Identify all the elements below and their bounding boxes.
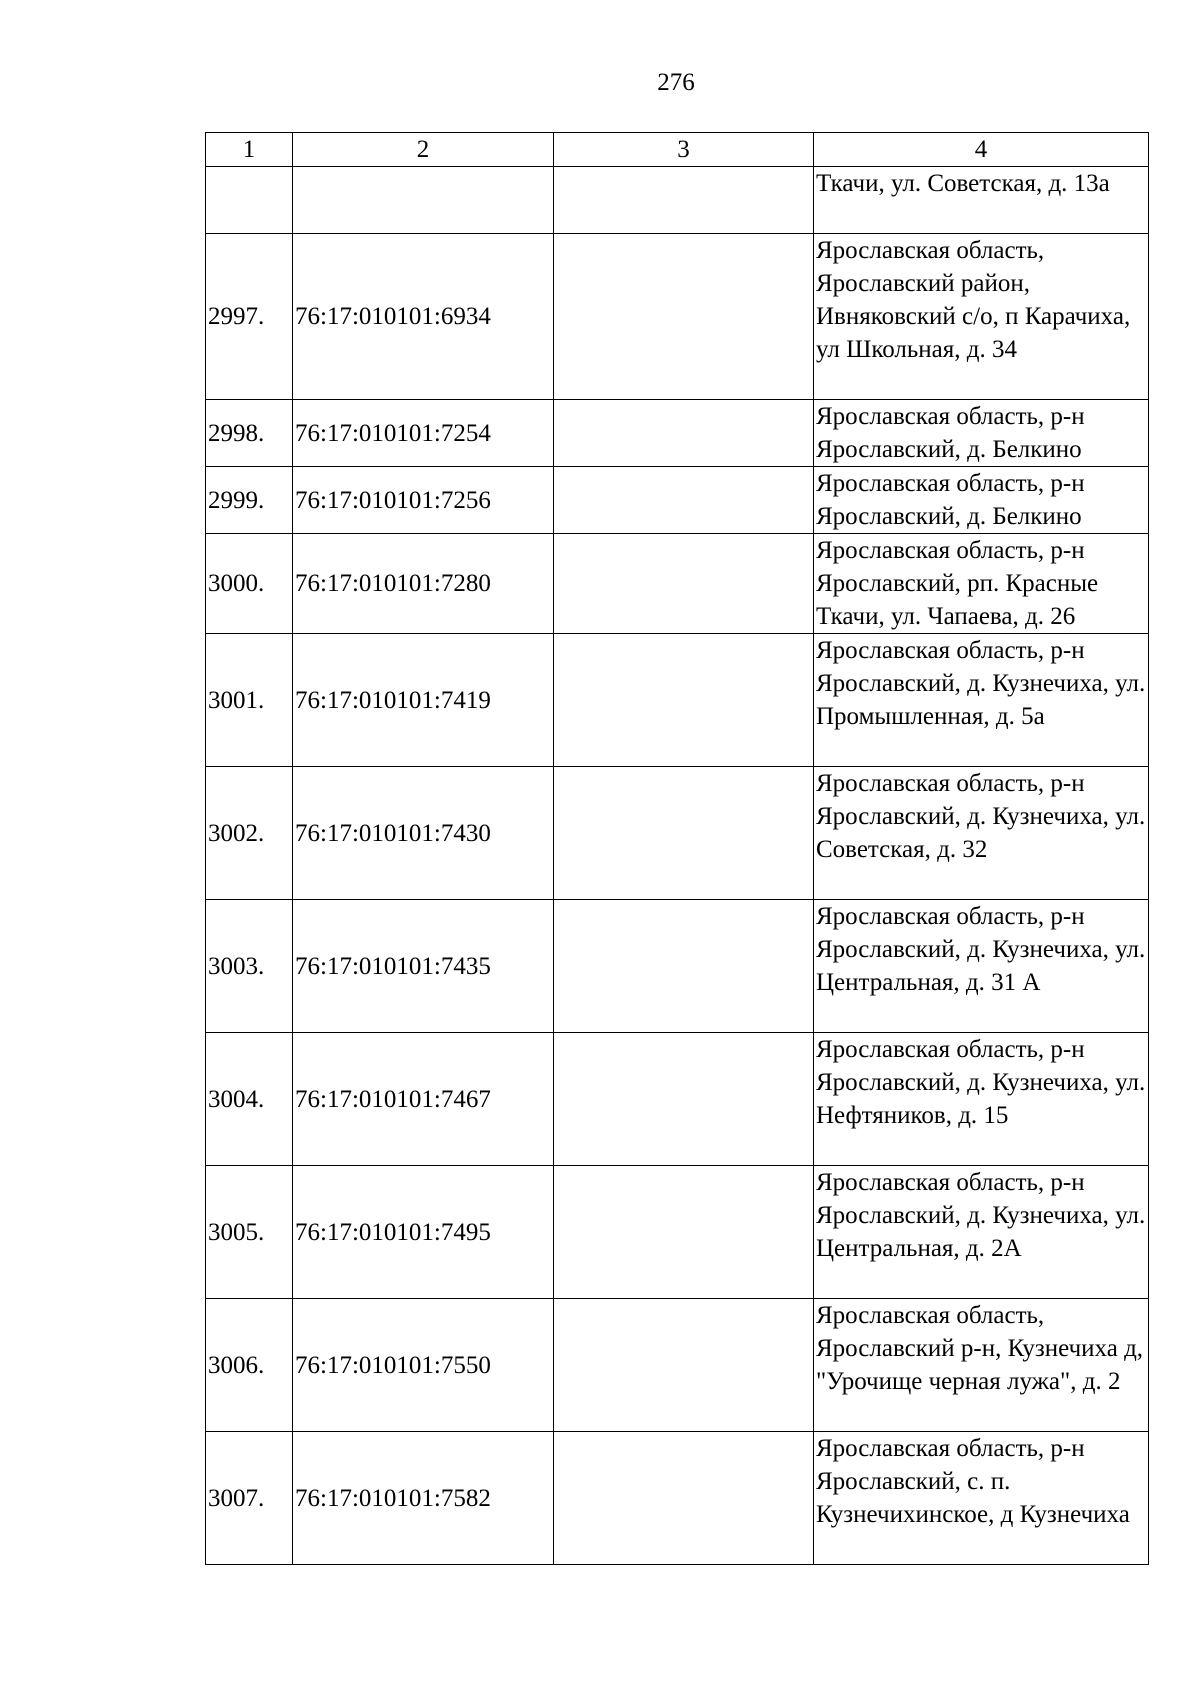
row-number: 3003. (206, 900, 293, 1033)
column-3-cell (554, 400, 814, 467)
row-number: 2998. (206, 400, 293, 467)
table-row (206, 1166, 1149, 1299)
row-number: 3007. (206, 1432, 293, 1565)
table-row (206, 534, 1149, 634)
address-cell: Ярославская область, р-н Ярославский, д. Кузнечиха, ул. Центральная, д. 31 А (814, 900, 1149, 1033)
cadastral-number: 76:17:010101:7256 (293, 467, 554, 534)
column-3-cell (554, 234, 814, 400)
column-3-cell (554, 1432, 814, 1565)
page-number: 276 (657, 69, 695, 96)
column-3-cell (554, 900, 814, 1033)
address-cell: Ярославская область, р-н Ярославский, д. Кузнечиха, ул. Промышленная, д. 5а (814, 634, 1149, 767)
table-row (206, 767, 1149, 900)
column-header-3: 3 (554, 133, 814, 167)
address-cell: Ярославская область, Ярославский р-н, Кузнечиха д, "Урочище черная лужа", д. 2 (814, 1299, 1149, 1432)
address-cell: Ярославская область, р-н Ярославский, с. п. Кузнечихинское, д Кузнечиха (814, 1432, 1149, 1565)
address-cell: Ярославская область, р-н Ярославский, рп. Красные Ткачи, ул. Чапаева, д. 26 (814, 534, 1149, 634)
address-cell: Ярославская область, р-н Ярославский, д. Кузнечиха, ул. Советская, д. 32 (814, 767, 1149, 900)
column-3-cell (554, 767, 814, 900)
table-row (206, 900, 1149, 1033)
table-row (206, 634, 1149, 767)
address-cell: Ярославская область, Ярославский район, Ивняковский с/о, п Карачиха, ул Школьная, д. 34 (814, 234, 1149, 400)
row-number: 3004. (206, 1033, 293, 1166)
address-cell: Ярославская область, р-н Ярославский, д. Кузнечиха, ул. Центральная, д. 2А (814, 1166, 1149, 1299)
column-3-cell (554, 1033, 814, 1166)
row-number: 2999. (206, 467, 293, 534)
column-header-1: 1 (206, 133, 293, 167)
row-number: 2997. (206, 234, 293, 400)
row-number: 3002. (206, 767, 293, 900)
table-row (206, 1299, 1149, 1432)
row-number: 3005. (206, 1166, 293, 1299)
column-3-cell (554, 1299, 814, 1432)
address-cell: Ярославская область, р-н Ярославский, д. Белкино (814, 400, 1149, 467)
cadastral-number: 76:17:010101:7254 (293, 400, 554, 467)
table-row (206, 167, 1149, 234)
cadastral-number: 76:17:010101:7280 (293, 534, 554, 634)
table-row (206, 234, 1149, 400)
cadastral-number: 76:17:010101:6934 (293, 234, 554, 400)
address-cell: Ткачи, ул. Советская, д. 13а (814, 167, 1149, 234)
cadastral-number: 76:17:010101:7582 (293, 1432, 554, 1565)
column-header-4: 4 (814, 133, 1149, 167)
row-number: 3000. (206, 534, 293, 634)
cadastral-number: 76:17:010101:7550 (293, 1299, 554, 1432)
address-cell: Ярославская область, р-н Ярославский, д. Кузнечиха, ул. Нефтяников, д. 15 (814, 1033, 1149, 1166)
column-header-2: 2 (293, 133, 554, 167)
cadastral-number: 76:17:010101:7467 (293, 1033, 554, 1166)
cadastral-number: 76:17:010101:7419 (293, 634, 554, 767)
row-number: 3001. (206, 634, 293, 767)
column-3-cell (554, 167, 814, 234)
address-cell: Ярославская область, р-н Ярославский, д. Белкино (814, 467, 1149, 534)
column-3-cell (554, 534, 814, 634)
column-3-cell (554, 467, 814, 534)
cadastral-number: 76:17:010101:7430 (293, 767, 554, 900)
row-number (206, 167, 293, 234)
cadastral-number: 76:17:010101:7435 (293, 900, 554, 1033)
cadastral-number (293, 167, 554, 234)
table-header-row (206, 133, 1149, 167)
table-row (206, 467, 1149, 534)
row-number: 3006. (206, 1299, 293, 1432)
table-row (206, 1033, 1149, 1166)
column-3-cell (554, 1166, 814, 1299)
registry-table (205, 132, 1149, 1565)
column-3-cell (554, 634, 814, 767)
table-row (206, 400, 1149, 467)
table-row (206, 1432, 1149, 1565)
cadastral-number: 76:17:010101:7495 (293, 1166, 554, 1299)
